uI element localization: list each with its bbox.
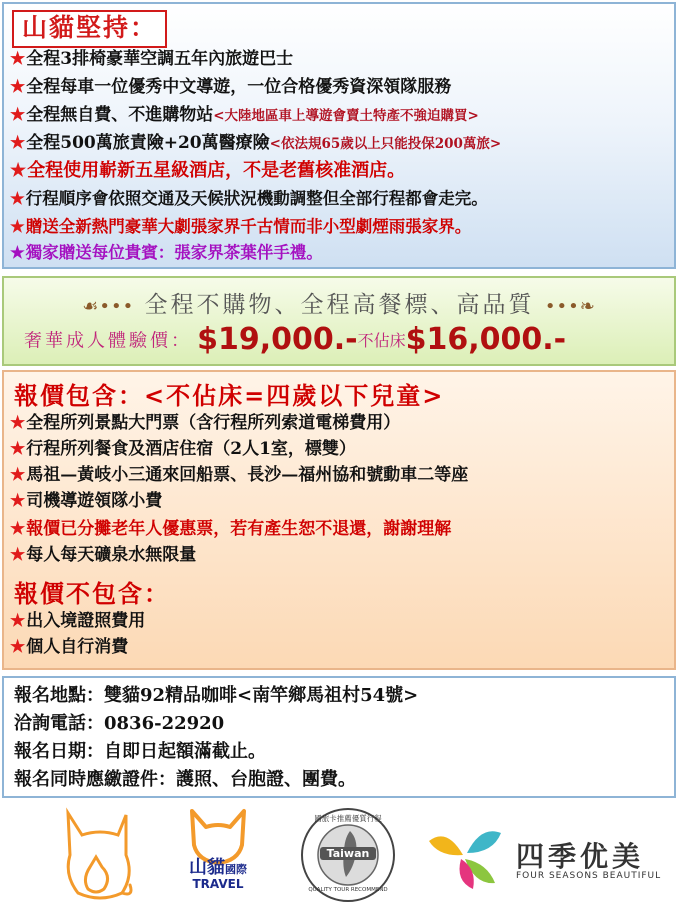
- price-label: 奢華成人體驗價：: [24, 330, 192, 352]
- star-icon: ★: [10, 160, 27, 181]
- pricing-details-panel: [2, 370, 676, 670]
- included-item: ★每人每天礦泉水無限量: [10, 545, 197, 565]
- travel-logo: 山貓國際 TRAVEL: [178, 805, 258, 903]
- ornament-right-icon: •••❧: [544, 296, 596, 317]
- feature-note: <大陸地區車上導遊會賣土特產不強迫購買>: [213, 108, 479, 124]
- excluded-item: ★個人自行消費: [10, 637, 129, 657]
- included-heading: 報價包含：<不佔床=四歲以下兒童>: [14, 381, 445, 410]
- feature-item: ★全程使用嶄新五星級酒店，不是老舊核准酒店。: [10, 160, 406, 181]
- no-bed-label: 不佔床: [357, 331, 406, 350]
- signup-panel: [2, 676, 676, 798]
- feature-item: ★全程每車一位優秀中文導遊，一位合格優秀資深領隊服務: [10, 77, 452, 97]
- price-line: [24, 322, 566, 357]
- star-icon: ★: [10, 439, 26, 459]
- feature-item: ★行程順序會依照交通及天候狀況機動調整但全部行程都會走完。: [10, 189, 488, 208]
- promo-tagline: ☙••• 全程不購物、全程高餐標、高品質 •••❧: [82, 292, 596, 318]
- travel-brand: 山貓: [189, 857, 225, 878]
- star-icon: ★: [10, 465, 26, 485]
- feature-item: ★獨家贈送每位貴賓：張家界茶葉伴手禮。: [10, 243, 323, 262]
- star-icon: ★: [10, 491, 26, 511]
- star-icon: ★: [10, 611, 26, 631]
- feature-item: ★贈送全新熱門豪華大劇張家界千古情而非小型劇煙雨張家界。: [10, 217, 472, 236]
- logo-strip: [0, 805, 680, 905]
- features-heading: 山貓堅持：: [12, 10, 167, 48]
- quality-tour-seal: [300, 807, 396, 903]
- included-item: ★全程所列景點大門票（含行程所列索道電梯費用）: [10, 413, 401, 433]
- features-panel: [2, 2, 676, 269]
- feature-item: ★全程無自費、不進購物站<大陸地區車上導遊會賣土特產不強迫購買>: [10, 105, 479, 125]
- feature-item: ★全程3排椅豪華空調五年內旅遊巴士: [10, 49, 294, 69]
- adult-price: $19,000.-: [197, 322, 358, 357]
- star-icon: ★: [10, 243, 25, 262]
- seal-center-text: Taiwan: [320, 847, 376, 860]
- no-bed-price: $16,000.-: [405, 322, 567, 357]
- seasons-title: 四季优美: [516, 840, 645, 873]
- included-item: ★司機導遊領隊小費: [10, 491, 163, 511]
- included-item: ★報價已分攤老年人優惠票，若有產生恕不退還，謝謝理解: [10, 519, 452, 539]
- star-icon: ★: [10, 133, 26, 153]
- feature-item: ★全程500萬旅責險+20萬醫療險<依法規65歲以上只能投保200萬旅>: [10, 133, 502, 153]
- promo-panel: [2, 276, 676, 366]
- star-icon: ★: [10, 189, 25, 208]
- seal-top-text: 國旅卡推薦優質行程: [314, 814, 382, 823]
- cat-outline-logo: [60, 805, 140, 903]
- star-icon: ★: [10, 105, 26, 125]
- star-icon: ★: [10, 637, 26, 657]
- star-icon: ★: [10, 519, 26, 539]
- star-icon: ★: [10, 49, 26, 69]
- excluded-item: ★出入境證照費用: [10, 611, 146, 631]
- signup-documents: 報名同時應繳證件：護照、台胞證、團費。: [14, 769, 356, 790]
- signup-date: 報名日期：自即日起額滿截止。: [14, 741, 266, 762]
- seal-bottom-text: QUALITY TOUR RECOMMEND: [308, 887, 388, 893]
- feature-note: <依法規65歲以上只能投保200萬旅>: [269, 136, 502, 152]
- star-icon: ★: [10, 413, 26, 433]
- four-seasons-emblem-icon: [425, 823, 505, 891]
- included-item: ★馬祖—黃岐小三通來回船票、長沙—福州協和號動車二等座: [10, 465, 469, 485]
- ornament-left-icon: ☙•••: [82, 296, 135, 317]
- travel-sub: TRAVEL: [192, 877, 244, 891]
- included-item: ★行程所列餐食及酒店住宿（2人1室，標雙）: [10, 439, 356, 459]
- star-icon: ★: [10, 545, 26, 565]
- star-icon: ★: [10, 217, 25, 236]
- signup-phone: 洽詢電話：0836-22920: [14, 713, 225, 734]
- excluded-heading: 報價不包含：: [14, 579, 170, 608]
- seasons-subtitle: FOUR SEASONS BEAUTIFUL: [516, 871, 662, 881]
- star-icon: ★: [10, 77, 26, 97]
- signup-location: 報名地點：雙貓92精品咖啡<南竿鄉馬祖村54號>: [14, 685, 419, 706]
